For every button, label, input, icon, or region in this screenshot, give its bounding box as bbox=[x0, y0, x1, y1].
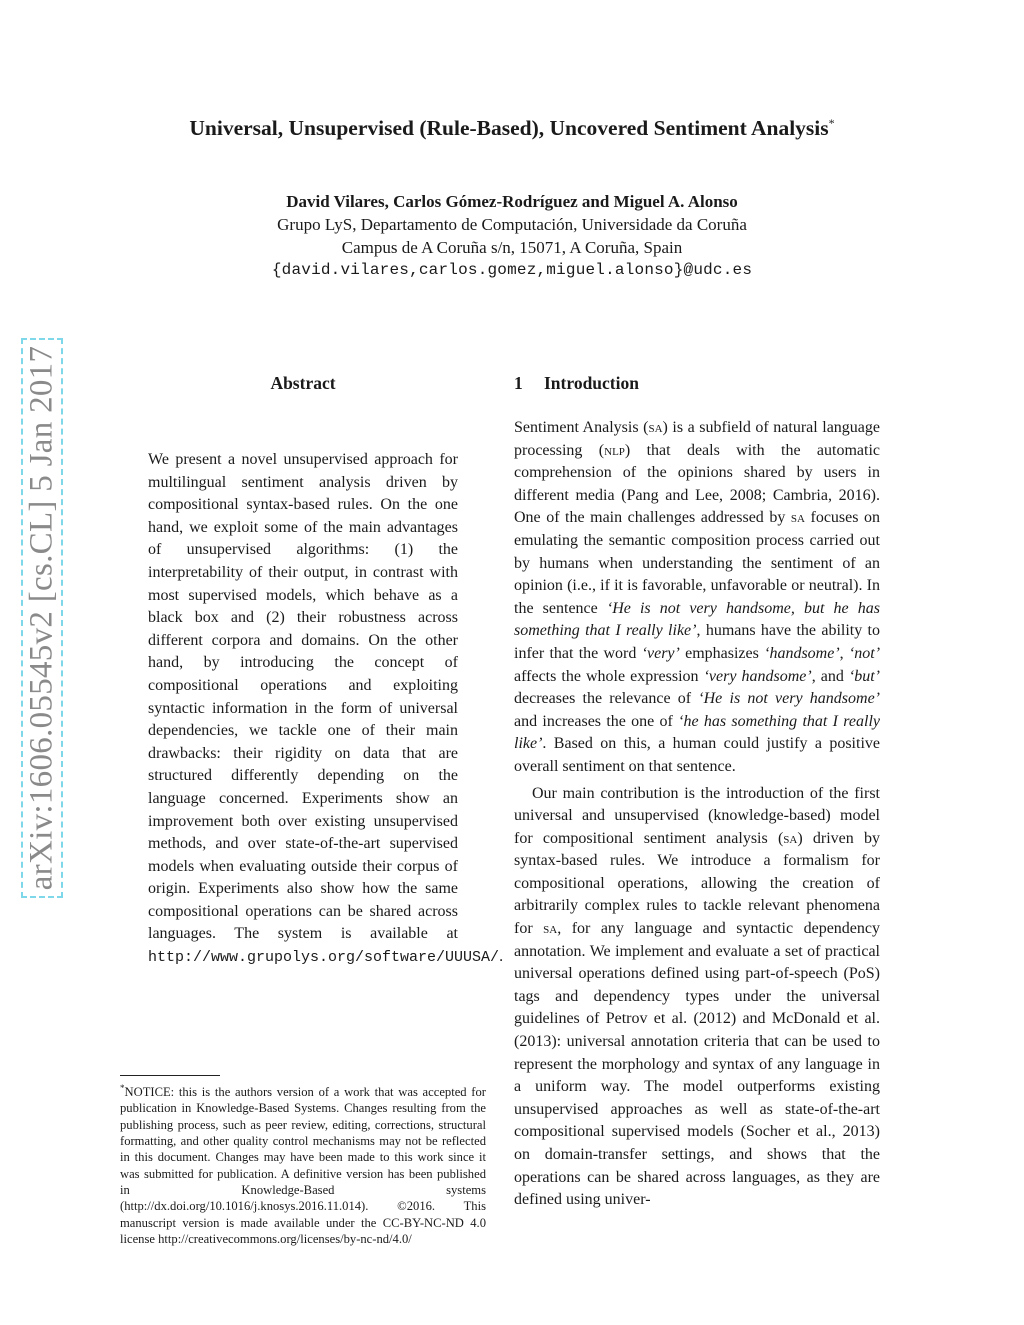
author-block bbox=[0, 190, 1024, 282]
footnote-mark: * bbox=[120, 1083, 125, 1093]
introduction-body bbox=[514, 417, 880, 1212]
intro-paragraph-1: Sentiment Analysis (sa) is a subfield of natural language processing (nlp) that deals with the automatic comprehension of the opinions shared by users in different media (Pang and Lee, 2008; Cambria, 2016). One of the main challenges addressed by sa focuses on emulating the semantic composition process carried out by humans when understanding the sentiment of an opinion (i.e., if it is favorable, unfavorable or neutral). In the sentence ‘He is not very handsome, but he has something that I really like’, humans have the ability to infer that the word ‘very’ emphasizes ‘handsome’, ‘not’ affects the whole expression ‘very handsome’, and ‘but’ decreases the relevance of ‘He is not very handsome’ and increases the one of ‘he has something that I really like’. Based on this, a human could justify a positive overall sentiment on that sentence. bbox=[514, 419, 881, 775]
paper-title: Universal, Unsupervised (Rule-Based), Uncovered Sentiment Analysis* bbox=[189, 116, 835, 141]
section-number: 1 bbox=[514, 373, 523, 393]
abstract-end: . bbox=[499, 948, 504, 966]
author-emails: {david.vilares,carlos.gomez,miguel.alonso}@udc.es bbox=[271, 261, 753, 279]
section-title: Introduction bbox=[544, 373, 639, 393]
author-address: Campus de A Coruña s/n, 15071, A Coruña, Spain bbox=[341, 238, 683, 257]
footnote bbox=[120, 1080, 486, 1247]
abstract-text: We present a novel unsupervised approach for multilingual sentiment analysis driven by compositional syntax-based rules. On the one hand, we exploit some of the main advantages of unsupervised algorithms: (1) the interpretability of their output, in contrast with most supervised models, which behave as a black box and (2) their robustness across different corpora and domains. On the other hand, by introducing the concept of compositional operations and exploiting syntactic information in the form of universal dependencies, we tackle one of their main drawbacks: their rigidity on data that are structured differently depending on the language concerned. Experiments show an improvement both over existing unsupervised methods, and over state-of-the-art supervised models when evaluating outside their corpus of origin. Experiments also show how the same compositional operations can be shared across languages. The system is available at bbox=[148, 451, 458, 943]
arxiv-stamp bbox=[21, 338, 63, 898]
abstract-heading: Abstract bbox=[270, 373, 336, 393]
footnote-rule bbox=[120, 1075, 220, 1076]
abstract-body bbox=[148, 449, 504, 970]
footnote-text: NOTICE: this is the authors version of a work that was accepted for publication in Knowledge-Based Systems. Changes resulting from the publishing process, such as peer review, editing, corrections, structural formatting, and other quality control mechanisms may not be reflected in this document. Changes may have been made to this work since it was submitted for publication. A definitive version has been published in Knowledge-Based systems (http://dx.doi.org/10.1016/j.knosys.2016.11.014). ©2016. This manuscript version is made available under the CC-BY-NC-ND 4.0 license http://creativecommons.org/licenses/by-nc-nd/4.0/ bbox=[120, 1085, 486, 1246]
author-names: David Vilares, Carlos Gómez-Rodríguez and Miguel A. Alonso bbox=[286, 192, 738, 211]
title-footnote-mark: * bbox=[828, 116, 835, 130]
author-affiliation: Grupo LyS, Departamento de Computación, Universidade da Coruña bbox=[277, 215, 747, 234]
section-heading-introduction bbox=[514, 373, 639, 394]
intro-paragraph-2: Our main contribution is the introduction of the first universal and unsupervised (knowledge-based) model for compositional sentiment analysis (sa) driven by syntax-based rules. We introduce a formalism for compositional operations, allowing the creation of arbitrarily complex rules to tackle relevant phenomena for sa, for any language and syntactic dependency annotation. We implement and evaluate a set of practical universal operations defined using part-of-speech (PoS) tags and dependency types under the universal guidelines of Petrov et al. (2012) and McDonald et al. (2013): universal annotation criteria that can be used to represent the morphology and syntax of any language in a uniform way. The model outperforms existing unsupervised approaches as well as state-of-the-art compositional supervised models (Socher et al., 2013) on domain-transfer settings, and shows that the operations can be shared across languages, as they are defined using univer- bbox=[514, 784, 881, 1209]
arxiv-stamp-text: arXiv:1606.05545v2 [cs.CL] 5 Jan 2017 bbox=[23, 345, 60, 891]
abstract-url[interactable]: http://www.grupolys.org/software/UUUSA/ bbox=[148, 949, 500, 967]
